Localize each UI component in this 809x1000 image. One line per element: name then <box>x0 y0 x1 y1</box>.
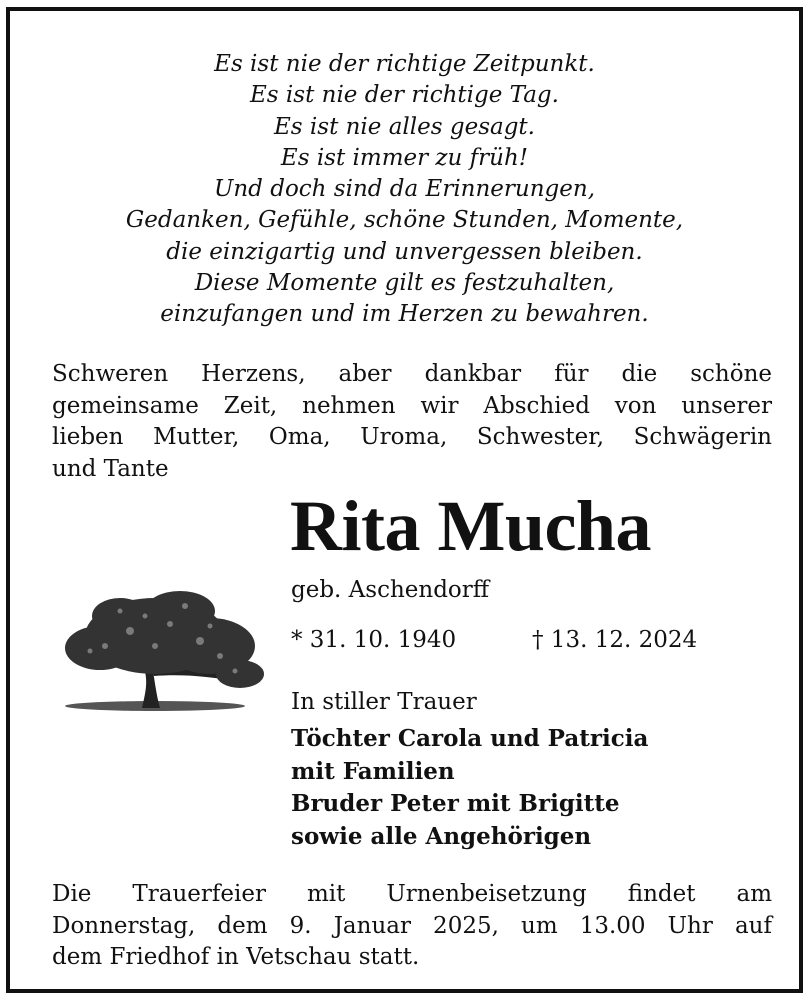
funeral-line: Donnerstag, dem 9. Januar 2025, um 13.00 Uhr auf <box>52 912 772 939</box>
intro-line: Schweren Herzens, aber dankbar für die schöne <box>52 361 772 387</box>
intro-line: gemeinsame Zeit, nehmen wir Abschied von unserer <box>52 392 772 419</box>
intro-text <box>52 359 772 485</box>
death-date: † 13. 12. 2024 <box>532 627 698 653</box>
deceased-name: Rita Mucha <box>290 486 651 566</box>
mourner-line: Töchter Carola und Patricia <box>291 725 649 752</box>
birth-name: geb. Aschendorff <box>291 577 490 603</box>
mourners-intro: In stiller Trauer <box>291 689 477 715</box>
poem-line: Diese Momente gilt es festzuhalten, <box>194 270 615 297</box>
intro-line: und Tante <box>52 455 169 482</box>
poem-line: einzufangen und im Herzen zu bewahren. <box>160 301 649 328</box>
obituary-frame <box>6 7 803 993</box>
poem <box>10 49 799 331</box>
birth-date: * 31. 10. 1940 <box>291 627 457 653</box>
poem-line: Es ist immer zu früh! <box>280 144 529 171</box>
funeral-line: Die Trauerfeier mit Urnenbeisetzung findet am <box>52 881 772 907</box>
funeral-notice <box>52 879 772 974</box>
mourners-list <box>291 723 648 853</box>
intro-line: lieben Mutter, Oma, Uroma, Schwester, Schwägerin <box>52 424 772 450</box>
tree-icon <box>60 586 266 716</box>
mourner-line: sowie alle Angehörigen <box>291 822 592 850</box>
funeral-line: dem Friedhof in Vetschau statt. <box>52 944 420 970</box>
mourner-line: Bruder Peter mit Brigitte <box>291 790 620 817</box>
mourner-line: mit Familien <box>291 757 455 785</box>
poem-line: Es ist nie alles gesagt. <box>274 113 535 140</box>
poem-line: die einzigartig und unvergessen bleiben. <box>166 238 643 265</box>
poem-line: Es ist nie der richtige Zeitpunkt. <box>214 51 595 77</box>
poem-line: Gedanken, Gefühle, schöne Stunden, Momente, <box>125 207 684 234</box>
poem-line: Es ist nie der richtige Tag. <box>250 82 559 109</box>
poem-line: Und doch sind da Erinnerungen, <box>213 176 596 203</box>
